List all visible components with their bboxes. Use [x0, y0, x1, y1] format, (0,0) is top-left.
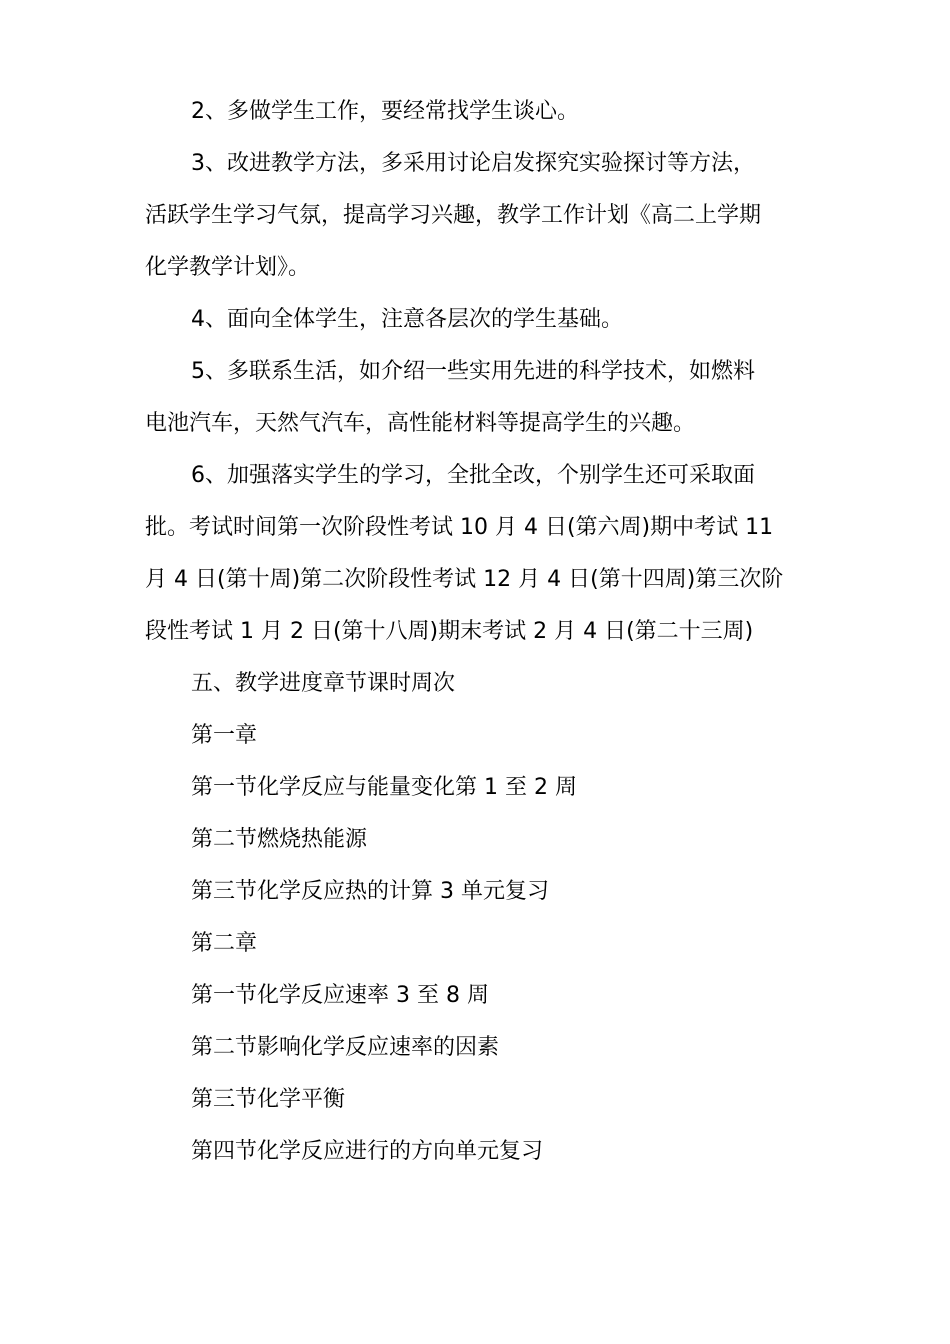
- document-body: [145, 86, 815, 1178]
- paragraph-item-6-exam-schedule: 6、加强落实学生的学习，全批全改，个别学生还可采取面 批。考试时间第一次阶段性考试 10 月 4 日(第六周)期中考试 11 月 4 日(第十周)第二次阶段性考试 12 月 4 日(第十四周)第三次阶 段性考试 1 月 2 日(第十八周)期末考试 2 月 4 日(第二十三周): [145, 463, 784, 644]
- paragraph-item-5: 5、多联系生活，如介绍一些实用先进的科学技术，如燃料 电池汽车，天然气汽车，高性能材料等提高学生的兴趣。: [145, 359, 755, 436]
- chapter-1-heading: 第一章: [191, 723, 258, 748]
- chapter-1-section-1: 第一节化学反应与能量变化第 1 至 2 周: [191, 775, 577, 800]
- chapter-2-heading: 第二章: [191, 931, 258, 956]
- chapter-2-section-4: 第四节化学反应进行的方向单元复习: [191, 1139, 544, 1164]
- section-heading-teaching-progress: 五、教学进度章节课时周次: [191, 671, 456, 696]
- paragraph-item-4: 4、面向全体学生，注意各层次的学生基础。: [191, 307, 623, 332]
- chapter-2-section-2: 第二节影响化学反应速率的因素: [191, 1035, 500, 1060]
- chapter-1-section-2: 第二节燃烧热能源: [191, 827, 368, 852]
- chapter-2-section-3: 第三节化学平衡: [191, 1087, 346, 1112]
- paragraph-item-2: 2、多做学生工作，要经常找学生谈心。: [191, 99, 579, 124]
- chapter-2-section-1: 第一节化学反应速率 3 至 8 周: [191, 983, 489, 1008]
- chapter-1-section-3: 第三节化学反应热的计算 3 单元复习: [191, 879, 549, 904]
- paragraph-item-3: 3、改进教学方法，多采用讨论启发探究实验探讨等方法， 活跃学生学习气氛，提高学习兴趣，教学工作计划《高二上学期 化学教学计划》。: [145, 151, 762, 280]
